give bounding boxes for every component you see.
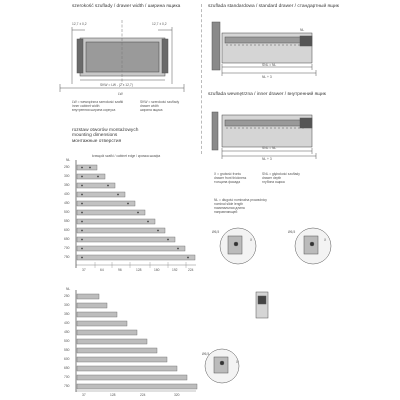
nl-row-label: 700 bbox=[64, 375, 70, 379]
skw-note: SKW = szerokość szuflady drawer width ширина ящика bbox=[140, 100, 180, 112]
nl-row-label: 750 bbox=[64, 384, 70, 388]
inner-drawer-snl: SNL = NL bbox=[262, 146, 277, 150]
nl-row-label: 650 bbox=[64, 366, 70, 370]
nl-row-label: 250 bbox=[64, 294, 70, 298]
nl-note: NL = długość nominalna prowadnicy nominal slide length номинальная длина направляющей bbox=[214, 198, 267, 214]
lw-note: LW = wewnętrzna szerokość szafki inner cabinet width внутренняя ширина корпуса bbox=[72, 100, 124, 112]
dim-label: 128 bbox=[136, 268, 142, 272]
detail-hole-label: Ø6,5 bbox=[212, 230, 220, 234]
dim-label: 224 bbox=[140, 393, 146, 397]
dim-label: 192 bbox=[172, 268, 178, 272]
width-dim-lw: LW bbox=[118, 92, 123, 96]
dim-label: 37 bbox=[82, 393, 86, 397]
dim-label: 160 bbox=[154, 268, 160, 272]
inner-drawer-nl: NL + 3 bbox=[262, 157, 272, 161]
standard-drawer-snl: SNL = NL bbox=[262, 63, 277, 67]
dim-label: 64 bbox=[100, 268, 104, 272]
nl-row-label: 650 bbox=[64, 237, 70, 241]
dim-label: 37 bbox=[82, 268, 86, 272]
nl-row-label: 400 bbox=[64, 192, 70, 196]
detail-hole-label: Ø6,5 bbox=[202, 352, 210, 356]
nl-row-label: 550 bbox=[64, 219, 70, 223]
nl-row-label: 500 bbox=[64, 339, 70, 343]
nl-row-label: 750 bbox=[64, 255, 70, 259]
nl-row-label: 500 bbox=[64, 210, 70, 214]
nl-row-label: 550 bbox=[64, 348, 70, 352]
detail-hole-label: Ø6,5 bbox=[288, 230, 296, 234]
inner-drawer-diagram bbox=[212, 112, 316, 159]
dim-label: 96 bbox=[118, 268, 122, 272]
width-dim-top-left: 12,7 ± 0,2 bbox=[72, 22, 87, 26]
dim-label: 320 bbox=[174, 393, 180, 397]
nl-row-label: 300 bbox=[64, 303, 70, 307]
drawer-width-diagram bbox=[60, 20, 184, 92]
dim-label: 128 bbox=[110, 393, 116, 397]
width-dim-top-right: 12,7 ± 0,2 bbox=[152, 22, 167, 26]
nl-row-label: 300 bbox=[64, 174, 70, 178]
nl-header-top: NL bbox=[66, 158, 71, 162]
snl-note: SNL = głębokość szuflady drawer depth глубина ящика bbox=[262, 172, 300, 184]
x-note: X = grubość frontu drawer front thickness толщина фасада bbox=[214, 172, 247, 184]
nl-row-label: 250 bbox=[64, 165, 70, 169]
divider bbox=[201, 4, 202, 154]
nl-row-label: 600 bbox=[64, 357, 70, 361]
dim-label: 224 bbox=[188, 268, 194, 272]
mounting-table-top bbox=[76, 160, 196, 268]
standard-drawer-nl: NL + 3 bbox=[262, 75, 272, 79]
nl-row-label: 400 bbox=[64, 321, 70, 325]
mounting-title: rozstaw otworów montażowych mounting dimensions монтажные отверстия bbox=[72, 128, 139, 144]
detail-x-label: X bbox=[236, 360, 239, 364]
standard-drawer-title: szuflada standardowa / standard drawer / стандартный ящик bbox=[208, 4, 339, 9]
nl-row-label: 350 bbox=[64, 312, 70, 316]
nl-row-label: 600 bbox=[64, 228, 70, 232]
nl-row-label: 450 bbox=[64, 201, 70, 205]
cabinet-edge-label: krawędź szafki / cabinet edge / кромка шкафа bbox=[92, 154, 161, 158]
detail-x-label: X bbox=[324, 238, 327, 242]
width-section-title: szerokość szuflady / drawer width / ширина ящика bbox=[72, 4, 181, 9]
nl-row-label: 350 bbox=[64, 183, 70, 187]
detail-callouts bbox=[205, 228, 331, 383]
nl-header-bottom: NL bbox=[66, 287, 71, 291]
detail-x-label: X bbox=[250, 238, 253, 242]
mounting-table-bottom bbox=[76, 290, 197, 392]
nl-row-label: 450 bbox=[64, 330, 70, 334]
nl-row-label: 700 bbox=[64, 246, 70, 250]
inner-drawer-title: szuflada wewnętrzna / inner drawer / внутренний ящик bbox=[208, 92, 326, 97]
standard-drawer-nl-top: NL bbox=[300, 28, 305, 32]
width-dim-bottom: SKW = LW - (2 x 12,7) bbox=[100, 83, 133, 87]
